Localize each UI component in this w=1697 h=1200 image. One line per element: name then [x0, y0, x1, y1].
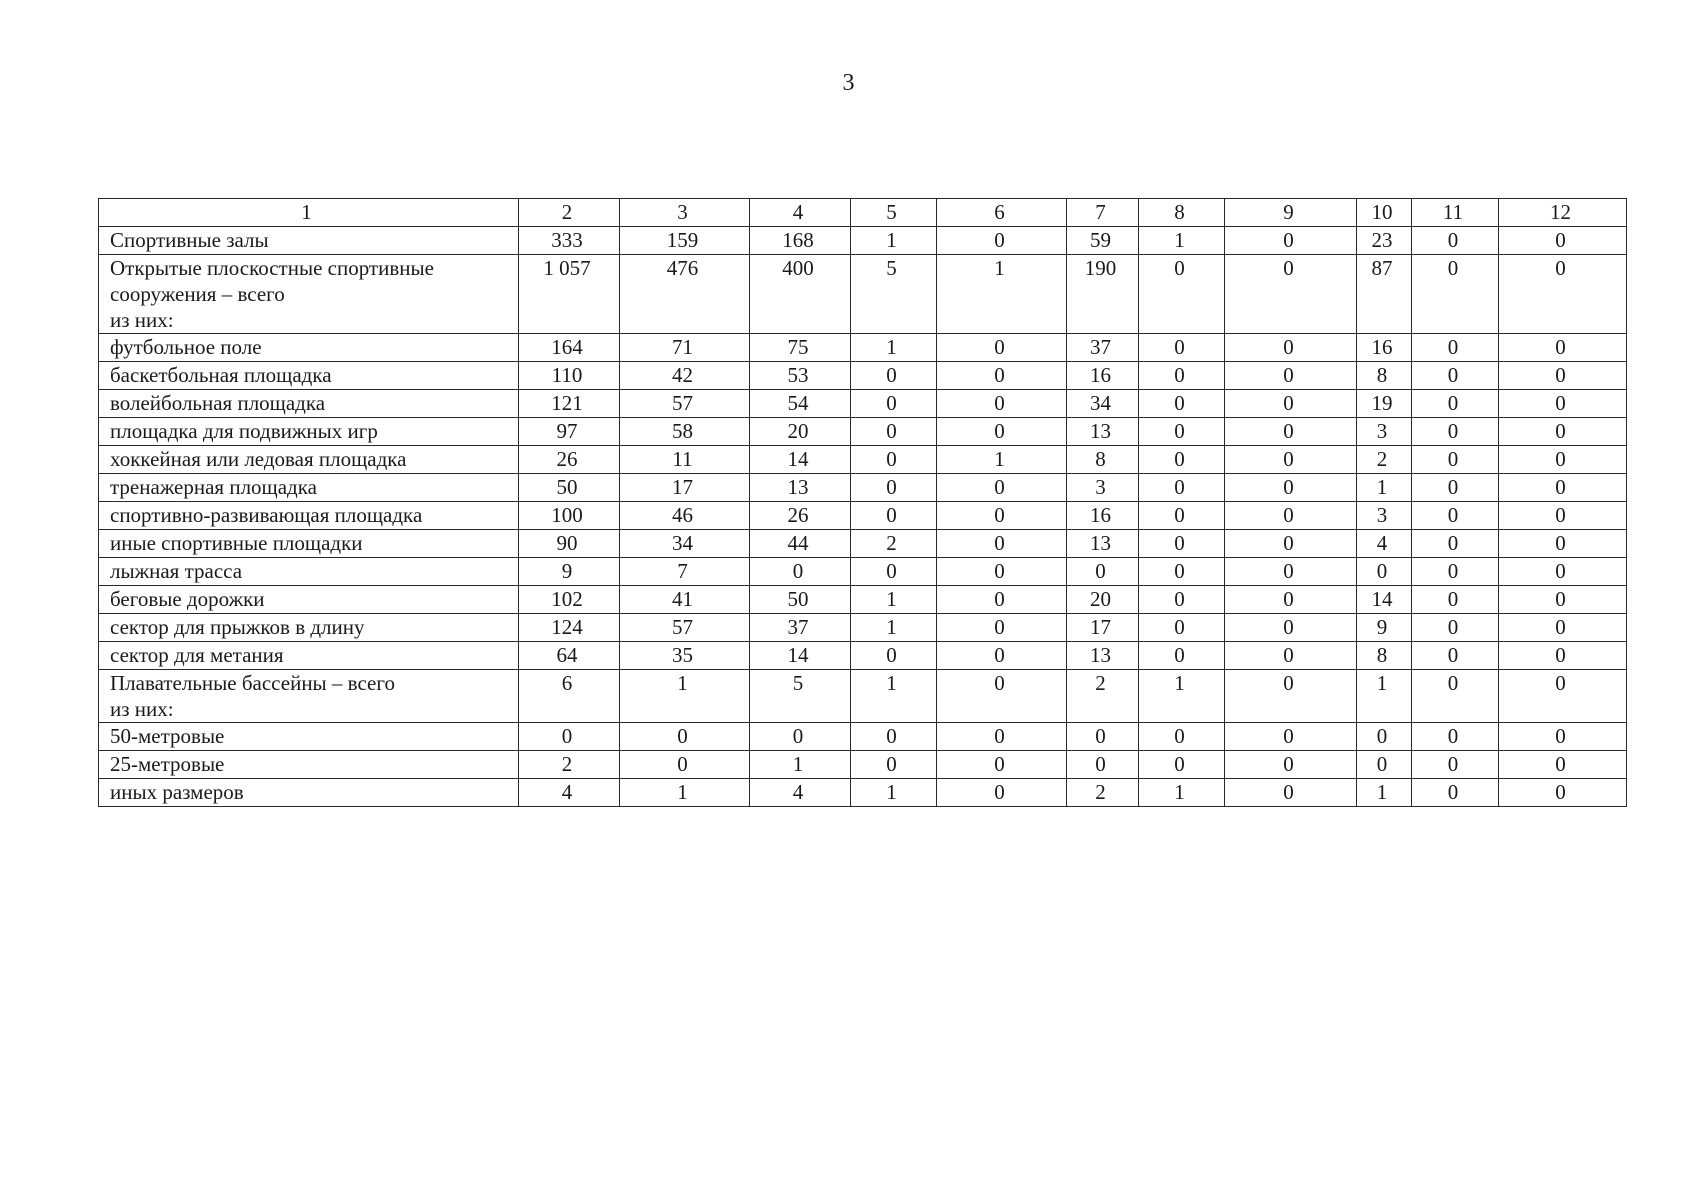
table-cell: 0 [1139, 362, 1225, 390]
table-cell: 0 [851, 418, 937, 446]
table-cell: 0 [937, 362, 1067, 390]
table-cell: 0 [1499, 502, 1627, 530]
column-number-cell: 7 [1067, 199, 1139, 227]
table-cell: 0 [1139, 502, 1225, 530]
row-label [99, 530, 519, 558]
table-cell: 1 [851, 227, 937, 255]
row-label-line: 50-метровые [110, 724, 225, 748]
table-cell: 0 [851, 474, 937, 502]
table-cell: 3 [1357, 502, 1412, 530]
table-cell: 57 [620, 614, 750, 642]
row-label [99, 446, 519, 474]
row-label-line: лыжная трасса [110, 559, 243, 583]
table-cell: 102 [519, 586, 620, 614]
table-cell: 0 [1499, 362, 1627, 390]
row-label-line: футбольное поле [110, 335, 262, 359]
table-cell: 0 [620, 723, 750, 751]
table-cell: 0 [937, 390, 1067, 418]
table-cell: 0 [1225, 227, 1357, 255]
row-label-line: сооружения – всего [110, 282, 285, 306]
table-cell: 1 [750, 751, 851, 779]
table-cell: 50 [519, 474, 620, 502]
table-cell: 0 [1499, 227, 1627, 255]
table-cell: 0 [851, 446, 937, 474]
row-label-line: Плавательные бассейны – всего [110, 671, 395, 695]
table-cell: 0 [1225, 474, 1357, 502]
table-cell: 8 [1357, 362, 1412, 390]
table-cell: 37 [1067, 334, 1139, 362]
row-label [99, 474, 519, 502]
table-cell: 0 [1412, 779, 1499, 807]
table-cell: 1 [937, 446, 1067, 474]
table-cell: 16 [1067, 362, 1139, 390]
table-cell: 3 [1067, 474, 1139, 502]
table-cell: 17 [1067, 614, 1139, 642]
table-cell: 0 [1499, 723, 1627, 751]
row-label [99, 670, 519, 723]
table-row [99, 446, 1627, 474]
table-cell: 9 [519, 558, 620, 586]
table-cell: 2 [1067, 670, 1139, 723]
row-label [99, 362, 519, 390]
column-number-cell: 11 [1412, 199, 1499, 227]
table-cell: 0 [1139, 558, 1225, 586]
table-cell: 1 [851, 779, 937, 807]
table-cell: 41 [620, 586, 750, 614]
row-label-line: иные спортивные площадки [110, 531, 363, 555]
table-cell: 0 [620, 751, 750, 779]
table-cell: 0 [1225, 558, 1357, 586]
table-row [99, 227, 1627, 255]
table-cell: 9 [1357, 614, 1412, 642]
table-cell: 0 [1412, 502, 1499, 530]
table-cell: 5 [750, 670, 851, 723]
table-cell: 0 [1412, 446, 1499, 474]
table-row [99, 334, 1627, 362]
table-cell: 17 [620, 474, 750, 502]
table-cell: 333 [519, 227, 620, 255]
column-number-cell: 1 [99, 199, 519, 227]
row-label-line: сектор для прыжков в длину [110, 615, 365, 639]
table-cell: 400 [750, 255, 851, 334]
table-row [99, 474, 1627, 502]
table-cell: 1 [937, 255, 1067, 334]
table-cell: 71 [620, 334, 750, 362]
row-label-line: площадка для подвижных игр [110, 419, 378, 443]
sports-facilities-table [98, 198, 1627, 807]
table-cell: 13 [1067, 418, 1139, 446]
table-cell: 0 [1139, 390, 1225, 418]
table-cell: 2 [1067, 779, 1139, 807]
table-row [99, 614, 1627, 642]
table-cell: 0 [937, 558, 1067, 586]
table-cell: 0 [1412, 642, 1499, 670]
table-cell: 0 [937, 723, 1067, 751]
table-cell: 53 [750, 362, 851, 390]
table-cell: 0 [1499, 255, 1627, 334]
table-cell: 0 [937, 586, 1067, 614]
table-cell: 34 [1067, 390, 1139, 418]
row-label-line: тренажерная площадка [110, 475, 317, 499]
table-cell: 0 [1412, 227, 1499, 255]
table-cell: 0 [851, 751, 937, 779]
table-cell: 0 [937, 779, 1067, 807]
table-cell: 0 [1139, 446, 1225, 474]
row-label-line: 25-метровые [110, 752, 225, 776]
table-cell: 0 [937, 642, 1067, 670]
table-cell: 0 [1412, 390, 1499, 418]
table-cell: 0 [1225, 614, 1357, 642]
table-cell: 0 [1357, 723, 1412, 751]
table-cell: 57 [620, 390, 750, 418]
table-cell: 4 [750, 779, 851, 807]
row-label [99, 723, 519, 751]
table-cell: 0 [519, 723, 620, 751]
table-cell: 0 [851, 502, 937, 530]
row-label-line: Открытые плоскостные спортивные [110, 256, 434, 280]
table-cell: 20 [750, 418, 851, 446]
column-number-cell: 10 [1357, 199, 1412, 227]
table-cell: 1 [1139, 227, 1225, 255]
row-label [99, 390, 519, 418]
row-label [99, 614, 519, 642]
table-cell: 46 [620, 502, 750, 530]
table-cell: 16 [1067, 502, 1139, 530]
table-cell: 0 [1499, 418, 1627, 446]
table-cell: 0 [1225, 779, 1357, 807]
row-label-line: беговые дорожки [110, 587, 265, 611]
table-cell: 0 [1139, 642, 1225, 670]
row-label [99, 255, 519, 334]
row-label [99, 558, 519, 586]
table-row [99, 390, 1627, 418]
table-cell: 50 [750, 586, 851, 614]
table-cell: 0 [1139, 723, 1225, 751]
table-cell: 0 [1139, 751, 1225, 779]
table-row [99, 723, 1627, 751]
table-cell: 1 [1357, 474, 1412, 502]
table-row [99, 418, 1627, 446]
table-cell: 75 [750, 334, 851, 362]
table-cell: 35 [620, 642, 750, 670]
table-cell: 0 [1412, 723, 1499, 751]
table-cell: 190 [1067, 255, 1139, 334]
table-cell: 23 [1357, 227, 1412, 255]
table-cell: 1 [1357, 670, 1412, 723]
table-cell: 0 [1412, 751, 1499, 779]
table-cell: 8 [1357, 642, 1412, 670]
table-cell: 44 [750, 530, 851, 558]
table-cell: 0 [1139, 586, 1225, 614]
table-cell: 2 [1357, 446, 1412, 474]
table-cell: 14 [750, 446, 851, 474]
table-cell: 1 [851, 334, 937, 362]
table-cell: 16 [1357, 334, 1412, 362]
table-cell: 0 [851, 723, 937, 751]
table-row [99, 502, 1627, 530]
table-cell: 64 [519, 642, 620, 670]
table-cell: 0 [1499, 446, 1627, 474]
row-label [99, 502, 519, 530]
table-cell: 0 [1225, 530, 1357, 558]
table-cell: 42 [620, 362, 750, 390]
table-cell: 8 [1067, 446, 1139, 474]
table-cell: 0 [851, 362, 937, 390]
column-number-cell: 4 [750, 199, 851, 227]
table-cell: 0 [1412, 474, 1499, 502]
table-cell: 0 [937, 530, 1067, 558]
table-cell: 7 [620, 558, 750, 586]
table-cell: 0 [1225, 751, 1357, 779]
row-label-line: из них: [110, 308, 174, 332]
table-cell: 0 [937, 751, 1067, 779]
table-cell: 1 [1139, 779, 1225, 807]
table-cell: 0 [937, 474, 1067, 502]
table-cell: 0 [1225, 334, 1357, 362]
table-cell: 0 [937, 614, 1067, 642]
table-cell: 0 [1412, 670, 1499, 723]
page-number: 3 [842, 70, 855, 96]
table-cell: 2 [519, 751, 620, 779]
table-cell: 0 [937, 670, 1067, 723]
table-cell: 0 [1225, 642, 1357, 670]
table-cell: 20 [1067, 586, 1139, 614]
table-cell: 13 [1067, 530, 1139, 558]
table-cell: 1 [851, 614, 937, 642]
table-cell: 58 [620, 418, 750, 446]
table-cell: 0 [1499, 614, 1627, 642]
table-cell: 0 [851, 390, 937, 418]
table-cell: 97 [519, 418, 620, 446]
table-row [99, 362, 1627, 390]
table-cell: 0 [1357, 751, 1412, 779]
table-cell: 14 [1357, 586, 1412, 614]
table-cell: 0 [851, 642, 937, 670]
row-label-line: иных размеров [110, 780, 244, 804]
row-label-line: баскетбольная площадка [110, 363, 332, 387]
table-cell: 0 [1499, 390, 1627, 418]
table-cell: 34 [620, 530, 750, 558]
row-label-line: из них: [110, 697, 174, 721]
table-cell: 90 [519, 530, 620, 558]
table-cell: 0 [1357, 558, 1412, 586]
table-cell: 0 [1499, 586, 1627, 614]
table-cell: 0 [937, 502, 1067, 530]
table-row [99, 751, 1627, 779]
table-cell: 14 [750, 642, 851, 670]
row-label [99, 334, 519, 362]
table-cell: 11 [620, 446, 750, 474]
table-cell: 37 [750, 614, 851, 642]
table-cell: 0 [937, 227, 1067, 255]
table-cell: 1 [620, 670, 750, 723]
table-cell: 1 [1139, 670, 1225, 723]
table-cell: 13 [750, 474, 851, 502]
table-cell: 0 [1412, 255, 1499, 334]
row-label-line: спортивно-развивающая площадка [110, 503, 423, 527]
table-cell: 0 [1225, 670, 1357, 723]
table-cell: 121 [519, 390, 620, 418]
table-cell: 0 [1067, 558, 1139, 586]
table-cell: 87 [1357, 255, 1412, 334]
table-cell: 1 [851, 586, 937, 614]
table-cell: 0 [851, 558, 937, 586]
column-number-cell: 5 [851, 199, 937, 227]
table-cell: 13 [1067, 642, 1139, 670]
table-cell: 1 057 [519, 255, 620, 334]
table-cell: 0 [1499, 779, 1627, 807]
table-row [99, 670, 1627, 723]
table-cell: 164 [519, 334, 620, 362]
table-cell: 0 [1225, 418, 1357, 446]
table-cell: 0 [1225, 446, 1357, 474]
table-cell: 0 [1225, 502, 1357, 530]
row-label [99, 418, 519, 446]
table-cell: 1 [620, 779, 750, 807]
table-cell: 159 [620, 227, 750, 255]
table-cell: 59 [1067, 227, 1139, 255]
table-cell: 0 [1499, 558, 1627, 586]
row-label-line: сектор для метания [110, 643, 284, 667]
table-cell: 0 [1412, 558, 1499, 586]
column-number-cell: 9 [1225, 199, 1357, 227]
row-label [99, 642, 519, 670]
row-label [99, 751, 519, 779]
row-label [99, 227, 519, 255]
table-cell: 0 [1499, 751, 1627, 779]
table-cell: 0 [1499, 530, 1627, 558]
table-cell: 0 [1499, 670, 1627, 723]
column-number-cell: 12 [1499, 199, 1627, 227]
table-cell: 1 [851, 670, 937, 723]
table-cell: 0 [750, 723, 851, 751]
table-cell: 0 [937, 418, 1067, 446]
table-cell: 54 [750, 390, 851, 418]
table-cell: 476 [620, 255, 750, 334]
table-cell: 0 [1412, 614, 1499, 642]
table-cell: 0 [1139, 255, 1225, 334]
table-cell: 0 [1225, 723, 1357, 751]
row-label [99, 779, 519, 807]
table-cell: 100 [519, 502, 620, 530]
table-cell: 0 [1225, 586, 1357, 614]
table-row [99, 255, 1627, 334]
table-cell: 0 [1067, 723, 1139, 751]
table-cell: 0 [1412, 362, 1499, 390]
table-cell: 0 [1499, 334, 1627, 362]
table-row [99, 779, 1627, 807]
table-cell: 0 [1412, 418, 1499, 446]
table-cell: 19 [1357, 390, 1412, 418]
table-cell: 110 [519, 362, 620, 390]
table-cell: 0 [1225, 390, 1357, 418]
table-cell: 0 [1499, 642, 1627, 670]
table-cell: 0 [1412, 530, 1499, 558]
table-cell: 5 [851, 255, 937, 334]
table-cell: 0 [1225, 255, 1357, 334]
table-cell: 168 [750, 227, 851, 255]
table-cell: 0 [1499, 474, 1627, 502]
column-number-cell: 2 [519, 199, 620, 227]
table-cell: 0 [1139, 530, 1225, 558]
table-cell: 0 [750, 558, 851, 586]
table-cell: 0 [1139, 418, 1225, 446]
table-cell: 0 [1225, 362, 1357, 390]
table-row [99, 558, 1627, 586]
table-cell: 0 [1139, 334, 1225, 362]
table-cell: 0 [1067, 751, 1139, 779]
table-cell: 0 [1412, 586, 1499, 614]
table-cell: 26 [519, 446, 620, 474]
row-label-line: Спортивные залы [110, 228, 269, 252]
table-cell: 0 [1139, 614, 1225, 642]
table-row [99, 530, 1627, 558]
column-number-row [99, 199, 1627, 227]
table-cell: 2 [851, 530, 937, 558]
column-number-cell: 3 [620, 199, 750, 227]
table-cell: 4 [1357, 530, 1412, 558]
table-cell: 0 [1412, 334, 1499, 362]
table-cell: 0 [937, 334, 1067, 362]
row-label [99, 586, 519, 614]
table-cell: 26 [750, 502, 851, 530]
column-number-cell: 8 [1139, 199, 1225, 227]
table-cell: 1 [1357, 779, 1412, 807]
row-label-line: волейбольная площадка [110, 391, 326, 415]
table-row [99, 642, 1627, 670]
table-cell: 6 [519, 670, 620, 723]
table-cell: 0 [1139, 474, 1225, 502]
table-cell: 3 [1357, 418, 1412, 446]
column-number-cell: 6 [937, 199, 1067, 227]
table-cell: 124 [519, 614, 620, 642]
row-label-line: хоккейная или ледовая площадка [110, 447, 407, 471]
table-row [99, 586, 1627, 614]
table-cell: 4 [519, 779, 620, 807]
